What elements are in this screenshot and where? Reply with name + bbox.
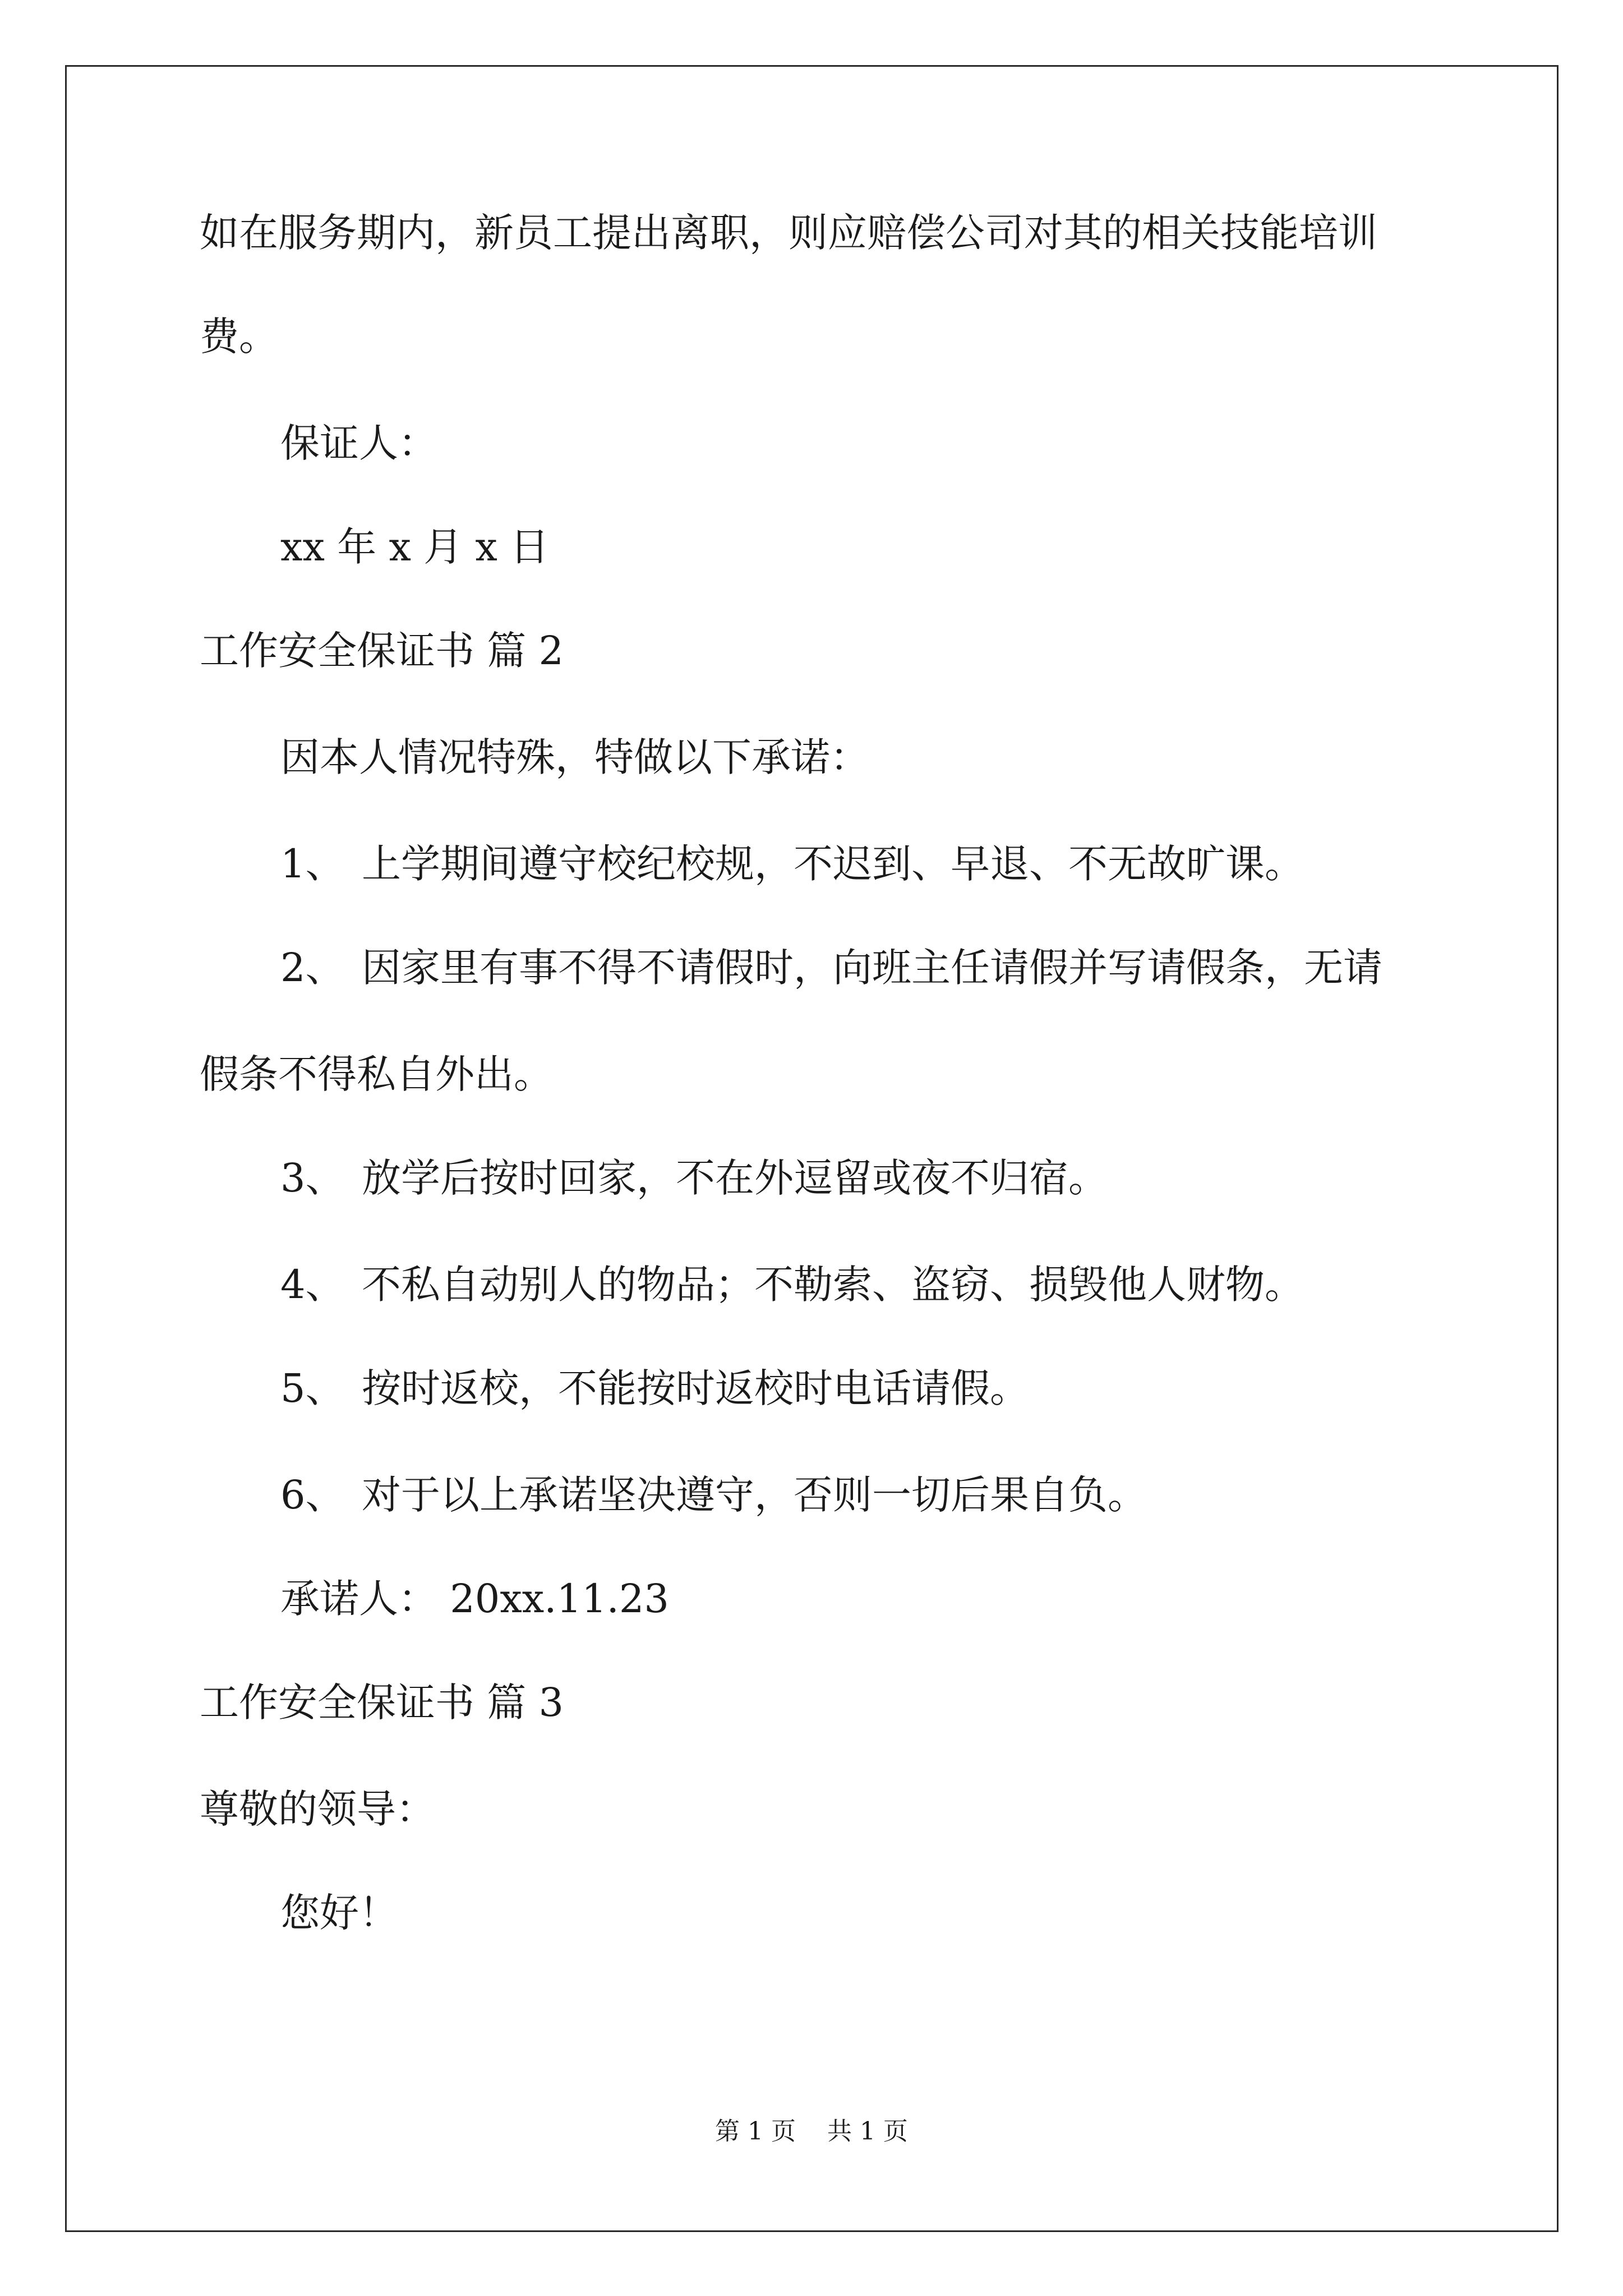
item-text: 因家里有事不得不请假时，向班主任请假并写请假条，无请 bbox=[362, 945, 1382, 991]
date-line: xx 年 x 月 x 日 bbox=[280, 524, 550, 570]
list-item-continuation: 假条不得私自外出。 bbox=[200, 1051, 553, 1097]
item-number: 2、 bbox=[280, 945, 345, 991]
intro-line: 因本人情况特殊，特做以下承诺： bbox=[280, 734, 869, 780]
item-number: 1、 bbox=[280, 841, 345, 887]
item-text: 不私自动别人的物品；不勒索、盗窃、损毁他人财物。 bbox=[362, 1262, 1304, 1308]
page-footer: 第 1 页 共 1 页 bbox=[715, 2117, 908, 2146]
list-item bbox=[280, 1363, 1029, 1414]
item-number: 3、 bbox=[280, 1155, 345, 1201]
list-item bbox=[280, 942, 1382, 993]
paragraph-training-fee: 如在服务期内，新员工提出离职，则应赔偿公司对其的相关技能培训 bbox=[200, 210, 1377, 256]
item-number: 5、 bbox=[280, 1365, 345, 1411]
section-title-3: 工作安全保证书 篇 3 bbox=[200, 1680, 564, 1726]
greeting: 您好！ bbox=[280, 1890, 398, 1936]
salutation: 尊敬的领导： bbox=[200, 1786, 435, 1832]
item-number: 4、 bbox=[280, 1262, 345, 1308]
item-number: 6、 bbox=[280, 1472, 345, 1518]
item-text: 按时返校，不能按时返校时电话请假。 bbox=[362, 1365, 1029, 1411]
item-text: 上学期间遵守校纪校规，不迟到、早退、不无故旷课。 bbox=[362, 841, 1304, 887]
promisor-line: 承诺人： 20xx.11.23 bbox=[280, 1576, 669, 1622]
item-text: 放学后按时回家，不在外逗留或夜不归宿。 bbox=[362, 1155, 1108, 1201]
list-item bbox=[280, 839, 1304, 889]
paragraph-training-fee-cont: 费。 bbox=[200, 314, 278, 360]
list-item bbox=[280, 1259, 1304, 1310]
section-title-2: 工作安全保证书 篇 2 bbox=[200, 628, 564, 674]
guarantor-label: 保证人： bbox=[280, 420, 437, 466]
list-item bbox=[280, 1153, 1108, 1203]
item-text: 对于以上承诺坚决遵守，否则一切后果自负。 bbox=[362, 1472, 1147, 1518]
list-item bbox=[280, 1470, 1147, 1520]
